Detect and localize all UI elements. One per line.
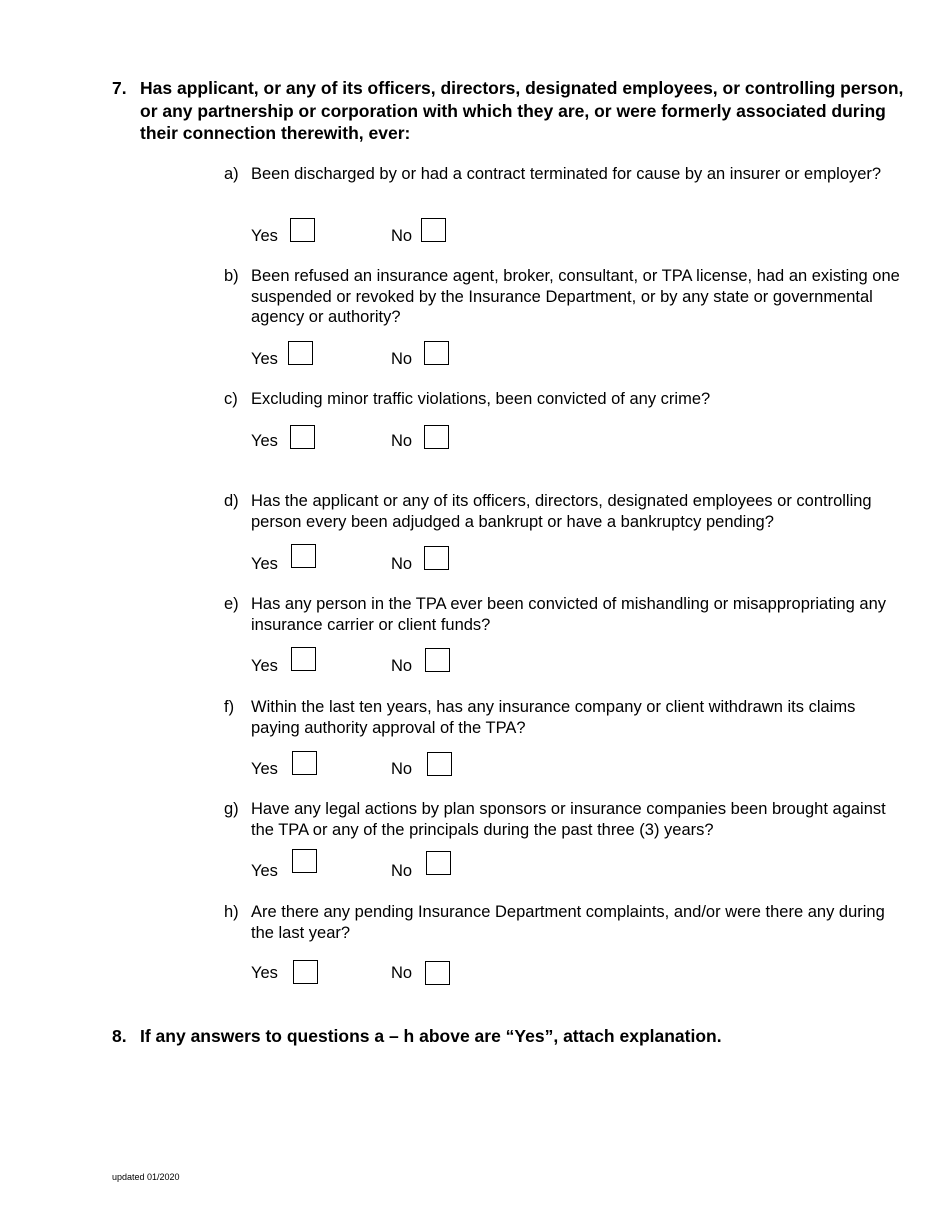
- no-label-g: No: [391, 862, 413, 880]
- no-checkbox-b[interactable]: [424, 341, 449, 365]
- question-8-number: 8.: [112, 1026, 127, 1046]
- no-label-a: No: [391, 227, 413, 245]
- question-8-text: If any answers to questions a – h above are “Yes”, attach explanation.: [140, 1026, 722, 1046]
- yes-checkbox-b[interactable]: [288, 341, 313, 365]
- sub-question-text: Has any person in the TPA ever been convicted of mishandling or misappropriating any insurance carrier or client funds?: [251, 595, 887, 634]
- sub-question-text: Have any legal actions by plan sponsors or insurance companies been brought against the TPA or any of the principals during the past three (3) years?: [251, 800, 886, 839]
- no-checkbox-c[interactable]: [424, 425, 449, 449]
- sub-question-text: Been discharged by or had a contract terminated for cause by an insurer or employer?: [251, 165, 882, 183]
- no-label-e: No: [391, 657, 413, 675]
- yes-checkbox-a[interactable]: [290, 218, 315, 242]
- no-checkbox-g[interactable]: [426, 851, 451, 875]
- no-label-d: No: [391, 555, 413, 573]
- sub-question-text: Are there any pending Insurance Department complaints, and/or were there any during the last year?: [251, 903, 885, 942]
- yes-label-g: Yes: [251, 862, 278, 880]
- footer-updated-date: updated 01/2020: [112, 1172, 180, 1182]
- no-checkbox-f[interactable]: [427, 752, 452, 776]
- question-7-text: Has applicant, or any of its officers, directors, designated employees, or controlling person, or any partnership or corporation with which they are, or were formerly associated during their connection therewith, ever:: [140, 78, 904, 143]
- yes-checkbox-d[interactable]: [291, 544, 316, 568]
- yes-checkbox-e[interactable]: [291, 647, 316, 671]
- yes-checkbox-c[interactable]: [290, 425, 315, 449]
- sub-question-letter: b): [224, 267, 239, 285]
- yes-label-b: Yes: [251, 350, 278, 368]
- sub-question-letter: a): [224, 165, 239, 183]
- sub-question-text: Been refused an insurance agent, broker, consultant, or TPA license, had an existing one suspended or revoked by the Insurance Department, or by any state or governmental agency or authority?: [251, 267, 900, 326]
- no-label-b: No: [391, 350, 413, 368]
- yes-label-f: Yes: [251, 760, 278, 778]
- no-label-c: No: [391, 432, 413, 450]
- yes-checkbox-g[interactable]: [292, 849, 317, 873]
- yes-label-c: Yes: [251, 432, 278, 450]
- no-label-h: No: [391, 964, 413, 982]
- no-checkbox-a[interactable]: [421, 218, 446, 242]
- yes-label-a: Yes: [251, 227, 278, 245]
- sub-question-letter: g): [224, 800, 239, 818]
- no-label-f: No: [391, 760, 413, 778]
- no-checkbox-h[interactable]: [425, 961, 450, 985]
- no-checkbox-e[interactable]: [425, 648, 450, 672]
- no-checkbox-d[interactable]: [424, 546, 449, 570]
- yes-checkbox-h[interactable]: [293, 960, 318, 984]
- sub-question-letter: c): [224, 390, 238, 408]
- yes-label-d: Yes: [251, 555, 278, 573]
- sub-question-text: Within the last ten years, has any insurance company or client withdrawn its claims paying authority approval of the TPA?: [251, 698, 856, 737]
- sub-question-letter: f): [224, 698, 235, 716]
- yes-label-e: Yes: [251, 657, 278, 675]
- yes-checkbox-f[interactable]: [292, 751, 317, 775]
- sub-question-letter: h): [224, 903, 239, 921]
- yes-label-h: Yes: [251, 964, 278, 982]
- sub-question-letter: e): [224, 595, 239, 613]
- sub-question-letter: d): [224, 492, 239, 510]
- question-7-number: 7.: [112, 78, 127, 98]
- sub-question-text: Has the applicant or any of its officers, directors, designated employees or controlling person every been adjudged a bankrupt or have a bankruptcy pending?: [251, 492, 872, 531]
- sub-question-text: Excluding minor traffic violations, been convicted of any crime?: [251, 390, 711, 408]
